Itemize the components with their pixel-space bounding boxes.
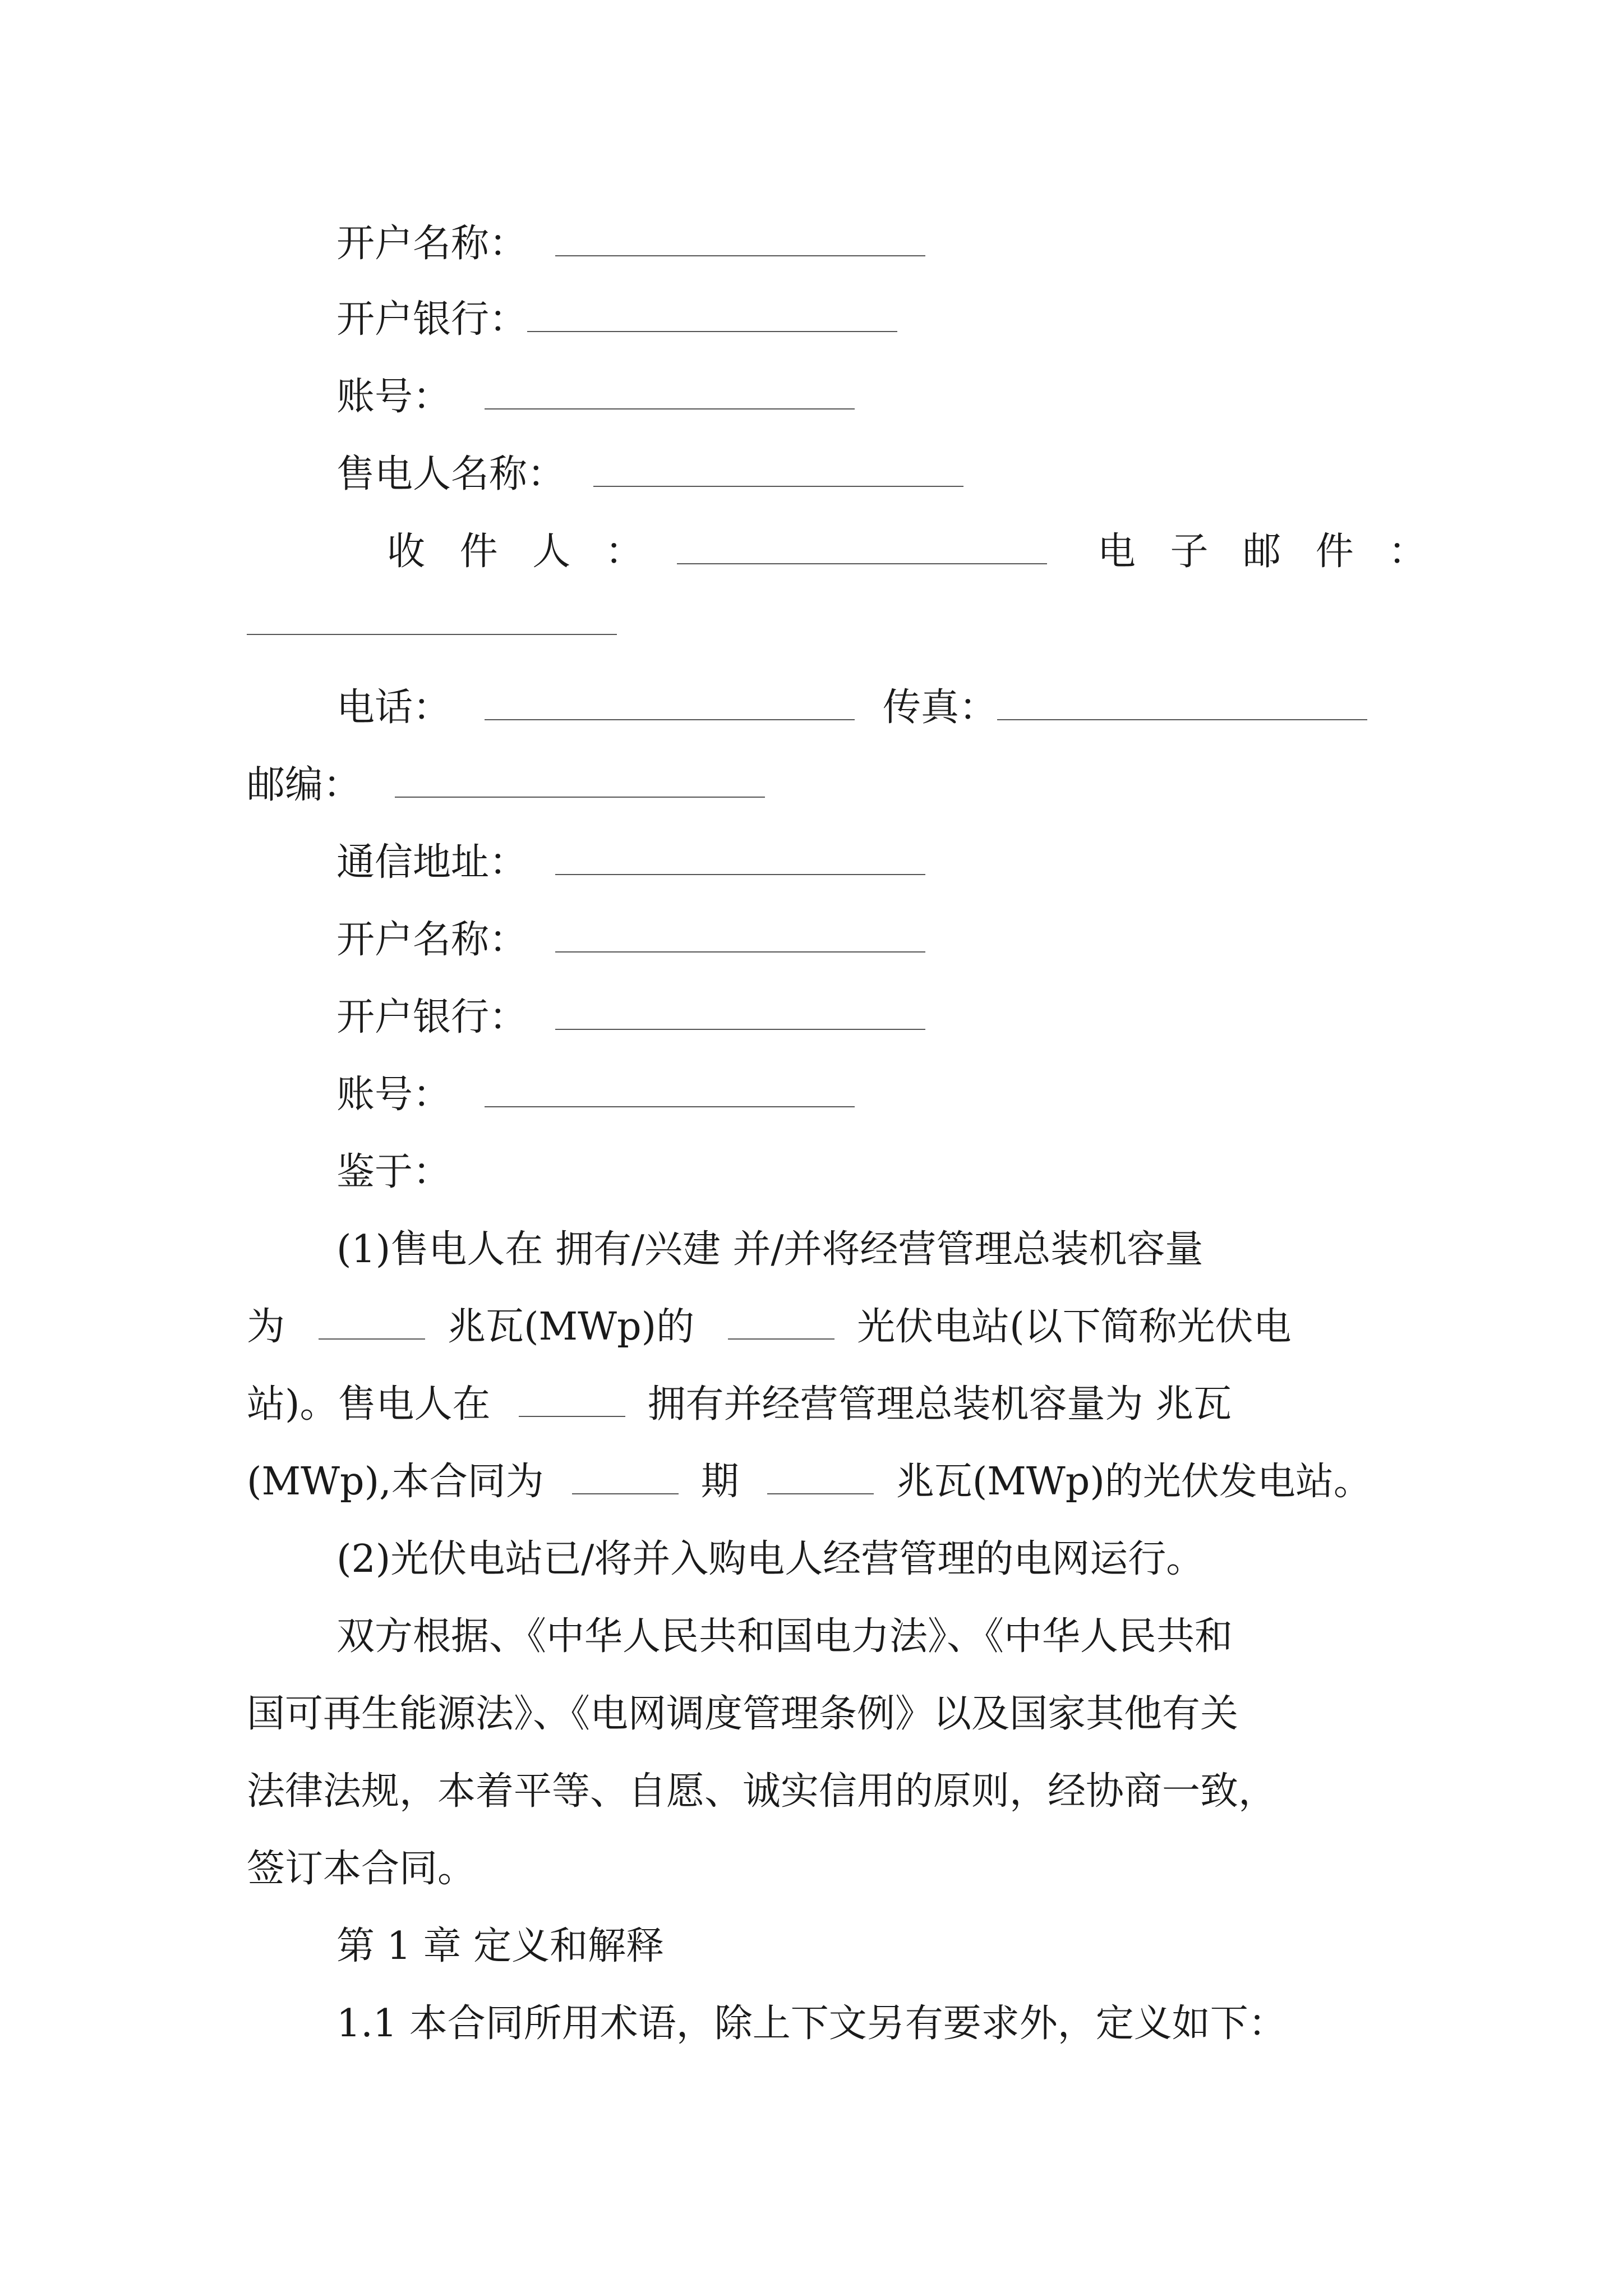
address-label: 通信地址：	[336, 840, 528, 885]
postcode-row	[247, 763, 765, 808]
basis-line-3: 法律法规，本着平等、自愿、诚实信用的原则，经协商一致，	[247, 1769, 1277, 1814]
seller-account-name-blank[interactable]	[555, 920, 925, 953]
recital-1-line-1: (1)售电人在 拥有/兴建 并/并将经营管理总装机容量	[336, 1227, 1204, 1272]
address-row	[336, 840, 925, 885]
seller-name-row	[336, 452, 963, 497]
recital-1-text: 为	[247, 1305, 285, 1349]
fax-blank[interactable]	[997, 688, 1367, 720]
basis-line-2: 国可再生能源法》、《电网调度管理条例》以及国家其他有关	[247, 1692, 1239, 1736]
recital-1-line-3	[247, 1382, 1232, 1427]
account-name-label: 开户名称：	[336, 222, 528, 266]
recital-1-text: (MWp),本合同为	[247, 1460, 544, 1504]
recital-1-text: 期	[700, 1460, 739, 1504]
basis-line-1: 双方根据、《中华人民共和国电力法》、《中华人民共和	[336, 1614, 1233, 1659]
seller-bank-blank[interactable]	[555, 997, 925, 1030]
address-blank[interactable]	[555, 843, 925, 875]
phase-blank[interactable]	[572, 1462, 679, 1494]
phone-fax-row	[336, 685, 1367, 730]
seller-account-no-label: 账号：	[336, 1073, 451, 1117]
account-no-row	[336, 375, 855, 420]
fax-label: 传真：	[883, 685, 998, 730]
email-blank[interactable]	[247, 602, 617, 635]
bank-blank[interactable]	[527, 300, 897, 332]
clause-1-1: 1.1 本合同所用术语，除上下文另有要求外，定义如下：	[336, 2001, 1287, 2046]
phase-capacity-blank[interactable]	[767, 1462, 874, 1494]
phone-blank[interactable]	[485, 688, 855, 720]
station-name-blank[interactable]	[728, 1307, 834, 1340]
account-no-blank[interactable]	[485, 377, 855, 409]
seller-bank-label: 开户银行：	[336, 995, 528, 1039]
recipient-label: 收 件 人 ：	[387, 530, 654, 574]
seller-account-name-row	[336, 918, 925, 963]
account-no-label: 账号：	[336, 375, 451, 419]
recital-2: (2)光伏电站已/将并入购电人经营管理的电网运行。	[336, 1537, 1205, 1581]
email-continuation-row	[247, 600, 617, 645]
recipient-row	[387, 530, 1437, 574]
seller-account-name-label: 开户名称：	[336, 918, 528, 962]
location-blank[interactable]	[519, 1384, 625, 1417]
seller-bank-row	[336, 995, 925, 1040]
chapter-1-title: 第 1 章 定义和解释	[336, 1924, 665, 1968]
bank-row	[336, 297, 897, 342]
recital-1-text: 拥有并经营管理总装机容量为 兆瓦	[647, 1382, 1232, 1427]
account-name-blank[interactable]	[555, 224, 925, 256]
capacity-blank[interactable]	[319, 1307, 425, 1340]
recital-1-text: 兆瓦(MWp)的	[448, 1305, 695, 1349]
seller-account-no-blank[interactable]	[485, 1075, 855, 1107]
postcode-blank[interactable]	[395, 765, 765, 798]
phone-label: 电话：	[336, 685, 451, 730]
recipient-blank[interactable]	[677, 532, 1047, 564]
recital-1-line-4	[247, 1460, 1372, 1504]
seller-name-label: 售电人名称：	[336, 452, 566, 496]
recital-1-line-2	[247, 1305, 1292, 1350]
bank-label: 开户银行：	[336, 297, 528, 342]
account-name-row	[336, 222, 925, 266]
email-label: 电 子 邮 件 ：	[1097, 530, 1438, 574]
postcode-label: 邮编：	[247, 763, 362, 807]
seller-name-blank[interactable]	[593, 454, 963, 487]
recital-1-text: 站)。售电人在	[247, 1382, 491, 1427]
recital-1-text: 光伏电站(以下简称光伏电	[857, 1305, 1292, 1349]
recital-1-text: 兆瓦(MWp)的光伏发电站。	[896, 1460, 1372, 1504]
recitals-heading: 鉴于：	[336, 1150, 451, 1194]
seller-account-no-row	[336, 1073, 855, 1117]
basis-line-4: 签订本合同。	[247, 1847, 476, 1891]
